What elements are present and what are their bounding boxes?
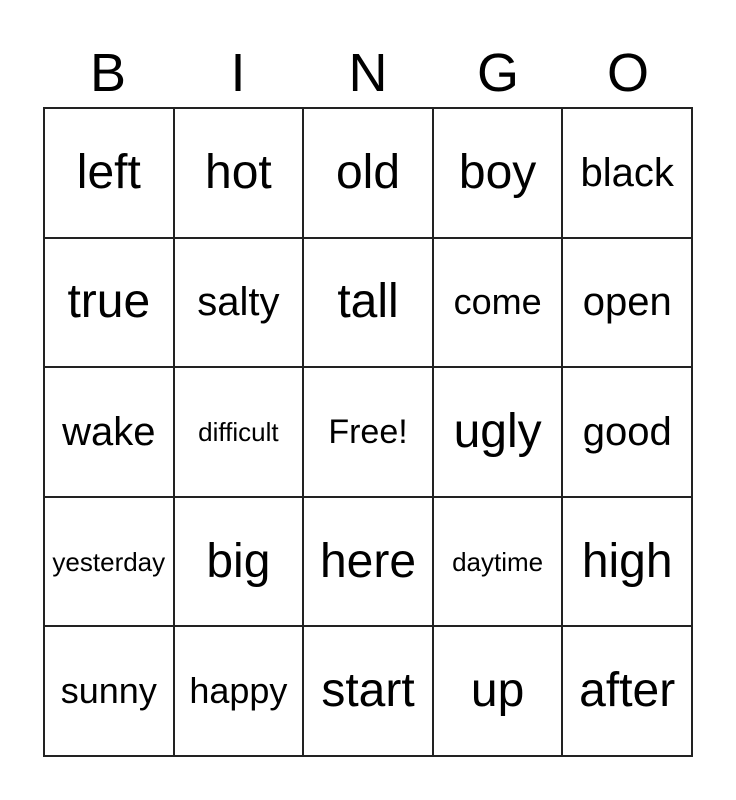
header-letter-i: I [230, 43, 246, 103]
bingo-cell: hot [174, 108, 304, 238]
bingo-cell: difficult [174, 367, 304, 497]
bingo-cell: open [562, 238, 692, 368]
bingo-cell: happy [174, 626, 304, 756]
bingo-cell: yesterday [44, 497, 174, 627]
bingo-cell: good [562, 367, 692, 497]
bingo-cell: old [303, 108, 433, 238]
bingo-cell: boy [433, 108, 563, 238]
bingo-cell: true [44, 238, 174, 368]
free-space-cell: Free! [303, 367, 433, 497]
bingo-cell: black [562, 108, 692, 238]
bingo-cell: here [303, 497, 433, 627]
bingo-cell: big [174, 497, 304, 627]
header-letter-o: O [606, 43, 649, 103]
bingo-cell: wake [44, 367, 174, 497]
bingo-cell: left [44, 108, 174, 238]
bingo-board [43, 107, 693, 757]
bingo-cell: up [433, 626, 563, 756]
bingo-header [43, 40, 693, 106]
bingo-cell: sunny [44, 626, 174, 756]
bingo-cell: salty [174, 238, 304, 368]
bingo-cell: tall [303, 238, 433, 368]
bingo-cell: high [562, 497, 692, 627]
bingo-cell: start [303, 626, 433, 756]
bingo-cell: come [433, 238, 563, 368]
bingo-cell: ugly [433, 367, 563, 497]
bingo-cell: daytime [433, 497, 563, 627]
bingo-cell: after [562, 626, 692, 756]
header-letter-n: N [348, 43, 388, 103]
header-letter-g: G [476, 43, 519, 103]
header-letter-b: B [89, 43, 127, 103]
